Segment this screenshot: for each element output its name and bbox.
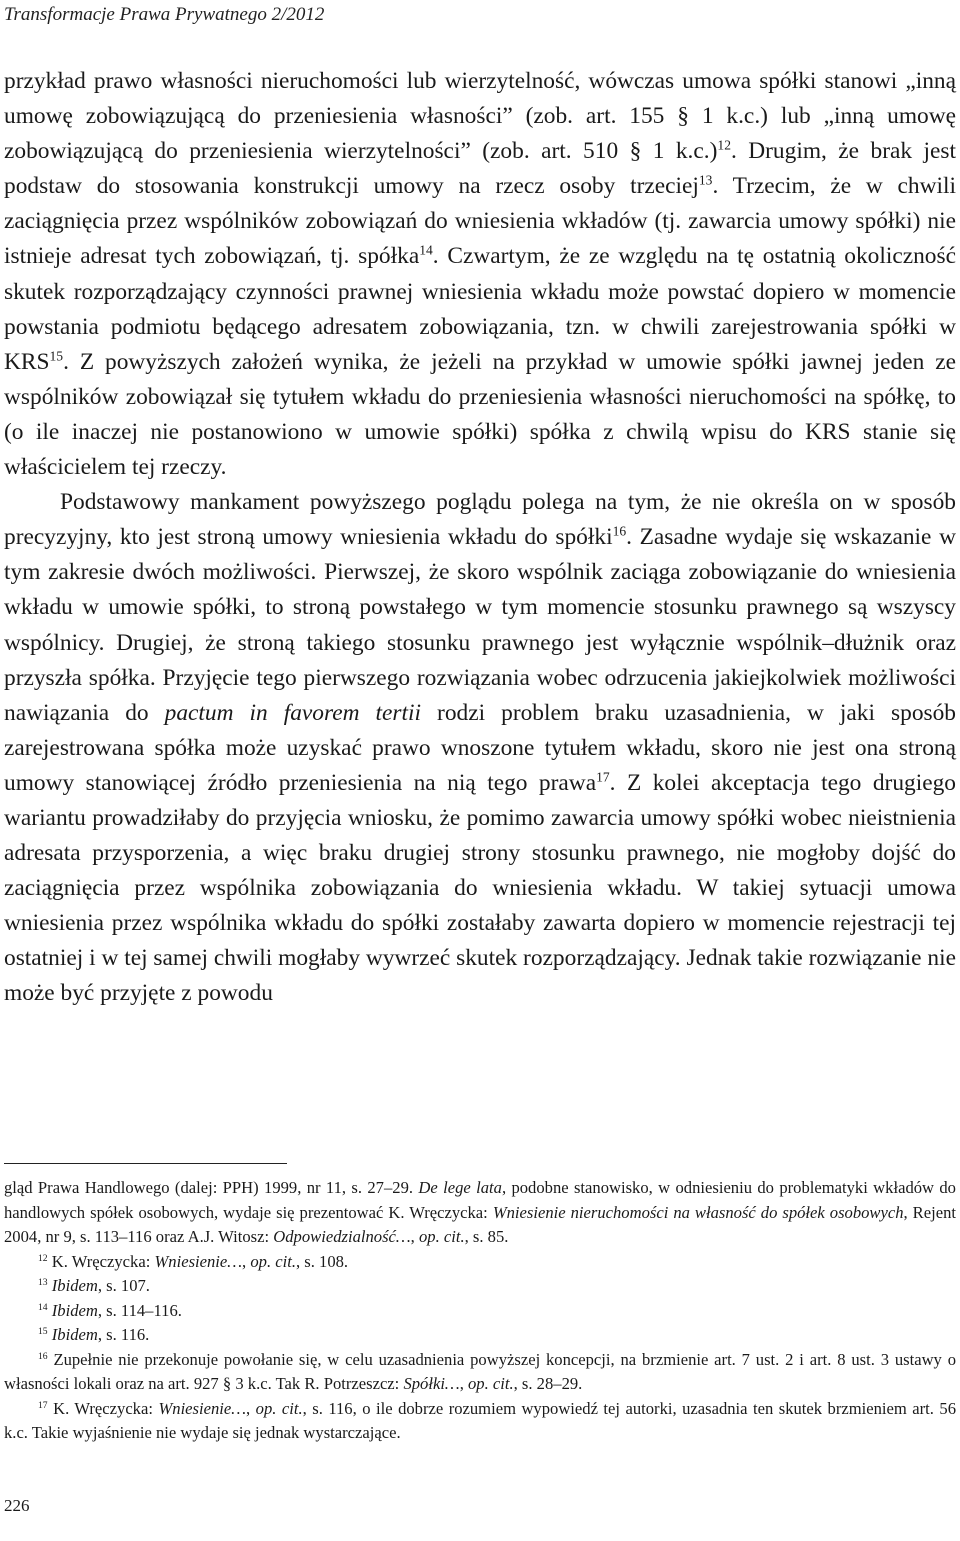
footnotes [4,1176,956,1446]
text-run: . Zasadne wydaje się wskazanie w tym zakresie dwóch możliwości. Pierwszej, że skoro wspólnik zaciąga zobowiązanie do wniesienia wkładu w umowie spółki, to stroną powstałego w tym momencie stosunku prawnego są wszyscy wspólnicy. Drugiej, że stroną takiego stosunku prawnego jest wyłącznie wspólnik–dłużnik oraz przyszła spółka. Przyjęcie tego pierwszego rozwiązania wobec odrzucenia jakiejkolwiek możliwości nawiązania do [4,524,956,726]
footnote-number: 16 [38,1350,48,1362]
italic-title: Wniesienie… [154,1251,243,1271]
running-head: Transformacje Prawa Prywatnego 2/2012 [4,4,325,25]
footnote-ref-13[interactable]: 13 [698,172,713,188]
text-run: Podstawowy mankament powyższego poglądu polega na tym, że nie określa on w sposób precyzyjny, kto jest stroną umowy wniesienia wkładu do spółki [4,489,956,551]
text-run: , s. 107. [97,1276,150,1295]
text-run: . Z powyższych założeń wynika, że jeżeli na przykład w umowie spółki jawnej jeden ze wspólników zobowiązał się tytułem wkładu do przeniesienia własności nieruchomości na spółkę, to (o ile inaczej nie postanowiono w umowie spółki) spółka z chwilą wpisu do KRS stanie się właścicielem tej rzeczy. [4,348,956,481]
footnote-16 [4,1348,956,1397]
text-run: , s. 116. [97,1325,150,1344]
footnote-number: 17 [38,1399,48,1411]
body-text [4,64,956,1012]
text-run: , [246,1398,251,1418]
footnote-continuation [4,1176,956,1250]
footnote-ref-17[interactable]: 17 [596,769,610,785]
text-run: K. Wręczycka: [51,1251,151,1271]
text-run: . Czwartym, że ze względu na tę ostatnią okoliczność skutek rozporządzający czynności prawnej wniesienia wkładu może powstać dopiero w momencie powstania podmiotu będącego adresatem zobowiązania, tzn. w chwili zarejestrowania spółki w KRS [4,243,956,375]
text-run: , [459,1374,464,1393]
text-run: , [410,1227,415,1246]
footnote-number: 14 [38,1301,48,1313]
paragraph-2 [4,485,956,1011]
footnote-17 [4,1397,956,1446]
italic-title: Spółki… [403,1374,460,1393]
text-run: . Drugim, że brak jest podstaw do stosowania konstrukcji umowy na rzecz osoby trzeciej [4,138,956,200]
footnote-number: 13 [38,1277,48,1289]
italic-term: Ibidem [51,1325,98,1344]
footnote-ref-12[interactable]: 12 [717,137,731,153]
footnote-number: 15 [38,1326,48,1338]
text-run: , s. 114–116. [97,1300,182,1320]
footnote-ref-16[interactable]: 16 [612,523,627,539]
italic-term: op. cit. [418,1227,465,1246]
text-run: , s. 108. [295,1251,349,1271]
footnote-ref-15[interactable]: 15 [49,348,64,364]
text-run: K. Wręczycka: [53,1398,153,1418]
italic-term: op. cit. [468,1374,514,1393]
italic-title: Odpowiedzialność… [273,1227,411,1246]
text-run: rodzi problem braku uzasadnienia, w jaki sposób zarejestrowana spółka może uzyskać prawo wnoszone tytułem wkładu, skoro nie jest ona stroną umowy stanowiącej źródło przeniesienia na nią tego prawa [4,699,957,796]
text-run: przykład prawo własności nieruchomości lub wierzytelność, wówczas umowa spółki stanowi „inną umowę zobowiązującą do przeniesienia własności” (zob. art. 155 § 1 k.c.) lub „inną umowę zobowiązującą do przeniesienia wierzytelności” (zob. art. 510 § 1 k.c.) [4,68,956,165]
text-run: , s. 28–29. [513,1374,583,1393]
italic-term: Ibidem [51,1300,98,1320]
italic-term: op. cit. [250,1251,296,1271]
footnote-number: 12 [38,1252,48,1264]
footnote-separator [4,1163,287,1164]
paragraph-1 [4,64,956,485]
text-run: Zupełnie nie przekonuje powołanie się, w celu uzasadnienia powyższej koncepcji, na brzmienie art. 7 ust. 2 i art. 8 ust. 3 ustawy o własności lokali oraz na art. 927 § 3 k.c. Tak R. Potrzeszcz: [4,1349,956,1393]
text-run: , podobne stanowisko, w odniesieniu do problematyki wkładów do handlowych spółek osobowych, wydaje się prezentować K. Wręczycka: [4,1178,956,1222]
footnote-12 [4,1250,956,1275]
italic-term: pactum in favorem tertii [164,699,422,726]
footnote-14 [4,1299,956,1324]
text-run: , Rejent 2004, nr 9, s. 113–116 oraz A.J. Witosz: [4,1202,957,1246]
footnote-13 [4,1274,956,1299]
italic-term: Ibidem [51,1276,98,1295]
text-run: , s. 116, o ile dobrze rozumiem wypowiedź tej autorki, uzasadnia ten skutek brzmieniem art. 56 k.c. Takie wyjaśnienie nie wydaje się jednak wystarczające. [4,1398,957,1442]
italic-title: Wniesienie nieruchomości na własność do spółek osobowych [492,1202,904,1222]
text-run: , [242,1251,247,1271]
italic-term: De lege lata [418,1178,502,1197]
italic-term: op. cit. [255,1398,303,1418]
text-run: gląd Prawa Handlowego (dalej: PPH) 1999, nr 11, s. 27–29. [4,1178,414,1197]
text-run: . Z kolei akceptacja tego drugiego wariantu prowadziłaby do przyjęcia wniosku, że pomimo zawarcia umowy spółki wobec nieistnienia adresata przysporzenia, a więc braku drugiej strony stosunku prawnego, nie mogłoby dojść do zaciągnięcia przez wspólnika zobowiązania do wniesienia wkładu. W takiej sytuacji umowa wniesienia przez wspólnika wkładu do spółki zostałaby zawarta dopiero w momencie rejestracji tej ostatniej i w tej samej chwili mogłaby wywrzeć skutek rozporządzający. Jednak takie rozwiązanie nie może być przyjęte z powodu [4,769,956,1007]
text-run: . Trzecim, że w chwili zaciągnięcia przez wspólników zobowiązań do wniesienia wkładów (tj. zawarcia umowy spółki) nie istnieje adresat tych zobowiązań, tj. spółka [4,173,956,270]
page-number: 226 [4,1496,30,1515]
italic-title: Wniesienie… [158,1398,247,1418]
footnote-15 [4,1323,956,1348]
footnote-ref-14[interactable]: 14 [419,243,433,259]
text-run: , s. 85. [464,1227,509,1246]
